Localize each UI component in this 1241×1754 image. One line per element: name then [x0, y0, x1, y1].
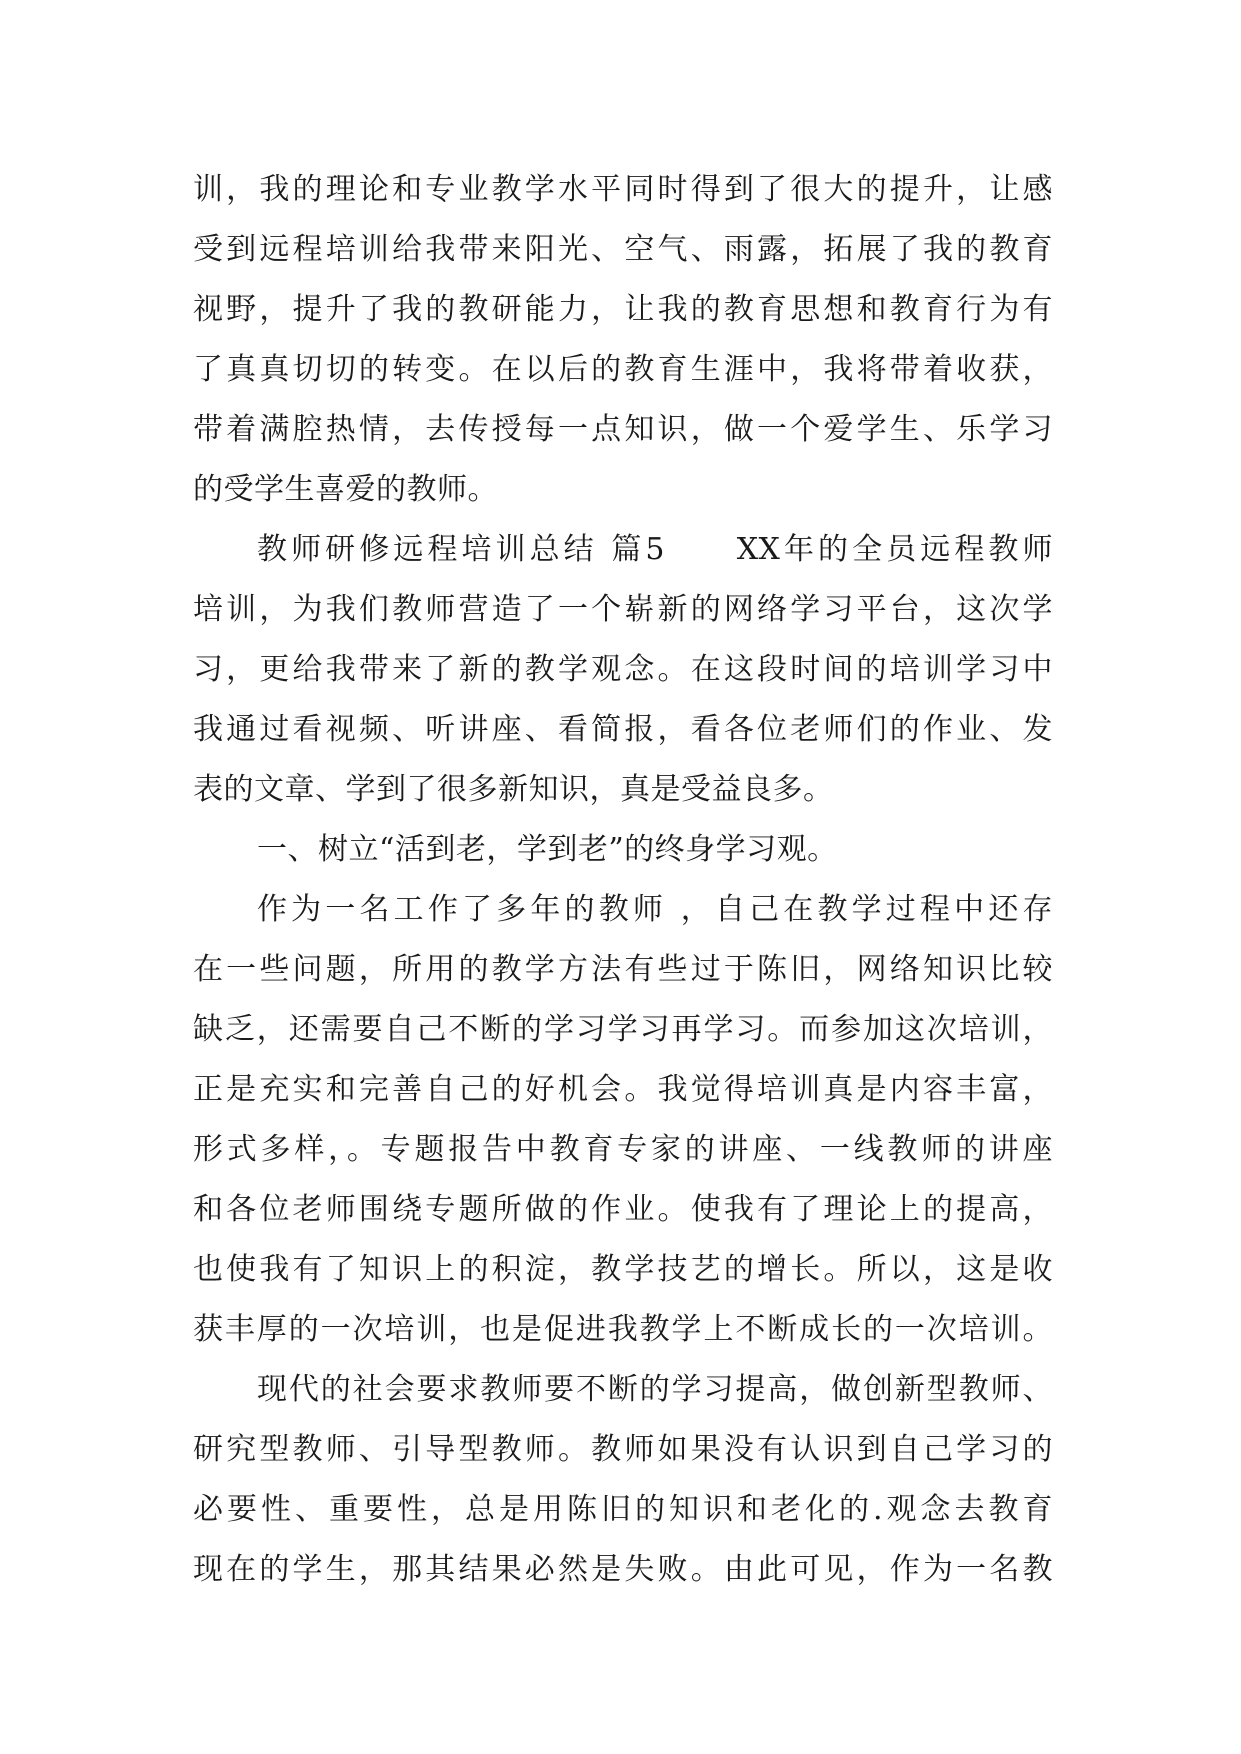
text-line: 也使我有了知识上的积淀，教学技艺的增长。所以，这是收 [193, 1252, 1053, 1287]
text-line: 我通过看视频、听讲座、看简报，看各位老师们的作业、发 [193, 712, 1053, 747]
text-line: 视野，提升了我的教研能力，让我的教育思想和教育行为有 [193, 292, 1053, 327]
text-line: 研究型教师、引导型教师。教师如果没有认识到自己学习的 [193, 1432, 1053, 1467]
text-line: 训，我的理论和专业教学水平同时得到了很大的提升，让感 [193, 172, 1053, 207]
text-line: 现在的学生，那其结果必然是失败。由此可见，作为一名教 [193, 1552, 1053, 1587]
text-line: 习，更给我带来了新的教学观念。在这段时间的培训学习中 [193, 652, 1053, 687]
text-line: 表的文章、学到了很多新知识，真是受益良多。 [193, 772, 834, 807]
text-line: 带着满腔热情，去传授每一点知识，做一个爱学生、乐学习 [193, 412, 1053, 447]
document-body [193, 160, 1053, 1600]
text-line: 正是充实和完善自己的好机会。我觉得培训真是内容丰富， [193, 1072, 1053, 1107]
text-line: 形式多样，。专题报告中教育专家的讲座、一线教师的讲座 [193, 1132, 1053, 1167]
text-line: 现代的社会要求教师要不断的学习提高，做创新型教师、 [257, 1372, 1053, 1407]
text-line: 受到远程培训给我带来阳光、空气、雨露，拓展了我的教育 [193, 232, 1053, 267]
text-line: 在一些问题，所用的教学方法有些过于陈旧，网络知识比较 [193, 952, 1053, 987]
text-line: 获丰厚的一次培训，也是促进我教学上不断成长的一次培训。 [193, 1312, 1053, 1347]
text-line: 必要性、重要性，总是用陈旧的知识和老化的.观念去教育 [193, 1492, 1053, 1527]
text-line: 和各位老师围绕专题所做的作业。使我有了理论上的提高， [193, 1192, 1053, 1227]
text-line: 缺乏，还需要自己不断的学习学习再学习。而参加这次培训， [193, 1012, 1053, 1047]
text-line: 的受学生喜爱的教师。 [193, 472, 498, 507]
text-line: 一、树立“活到老，学到老”的终身学习观。 [257, 832, 838, 867]
text-line: 作为一名工作了多年的教师 ，自己在教学过程中还存 [257, 892, 1053, 927]
text-line: 教师研修远程培训总结 篇5 XX年的全员远程教师 [257, 532, 1053, 567]
text-line: 了真真切切的转变。在以后的教育生涯中，我将带着收获， [193, 352, 1053, 387]
text-line: 培训，为我们教师营造了一个崭新的网络学习平台，这次学 [193, 592, 1053, 627]
